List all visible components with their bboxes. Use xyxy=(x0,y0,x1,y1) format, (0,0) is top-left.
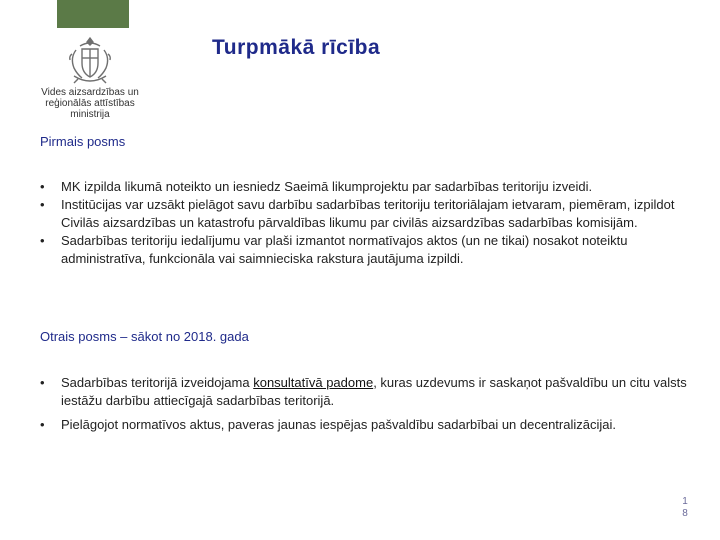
list-item xyxy=(40,416,690,434)
ministry-name-line: reģionālās attīstības xyxy=(45,98,135,109)
list-item xyxy=(40,178,690,196)
second-stage-bullet-list xyxy=(40,374,690,434)
highlighted-term: konsultatīvā padome xyxy=(253,375,374,390)
bullet-text: Pielāgojot normatīvos aktus, paveras jaunas iespējas pašvaldību sadarbībai un decentralizācijai. xyxy=(61,417,616,432)
header-color-bar xyxy=(57,0,129,28)
bullet-icon: • xyxy=(40,179,45,194)
list-item xyxy=(40,232,690,268)
bullet-icon: • xyxy=(40,417,45,432)
bullet-icon: • xyxy=(40,197,45,212)
ministry-name xyxy=(40,87,140,120)
page-number xyxy=(679,496,691,520)
first-stage-bullet-list xyxy=(40,178,690,268)
list-item xyxy=(40,374,690,410)
bullet-icon: • xyxy=(40,233,45,248)
coat-of-arms-icon xyxy=(62,34,118,86)
bullet-text: MK izpilda likumā noteikto un iesniedz Saeimā likumprojektu par sadarbības teritoriju izveidi. xyxy=(61,179,593,194)
list-item xyxy=(40,196,690,232)
bullet-text-before: Sadarbības teritorijā izveidojama xyxy=(61,375,254,390)
ministry-name-line: Vides aizsardzības un xyxy=(41,87,139,98)
bullet-text: Institūcijas var uzsākt pielāgot savu darbību sadarbības teritoriju teritoriālajam ietvaram, piemēram, izpildot Civilās aizsardzības un katastrofu pārvaldības likumu par civilās aizsardzības sadarbības komisijām. xyxy=(61,197,675,230)
section-heading-first-stage: Pirmais posms xyxy=(40,134,126,149)
section-heading-second-stage: Otrais posms – sākot no 2018. gada xyxy=(40,329,249,344)
bullet-text-after: , kuras uzdevums ir saskaņot pašvaldību un citu valsts iestāžu darbību attiecīgajā sadarbības teritorijā. xyxy=(61,375,687,408)
ministry-name-line: ministrija xyxy=(70,109,110,120)
ministry-logo xyxy=(40,34,140,122)
page-number-digit: 8 xyxy=(682,508,688,519)
slide-title: Turpmākā rīcība xyxy=(212,36,381,59)
page-number-digit: 1 xyxy=(682,496,688,507)
bullet-icon: • xyxy=(40,375,45,390)
bullet-text: Sadarbības teritoriju iedalījumu var plaši izmantot normatīvajos aktos (un ne tikai) nosakot noteiktu administratīva, funkcionāla vai saimnieciska rakstura jautājuma izpildi. xyxy=(61,233,628,266)
